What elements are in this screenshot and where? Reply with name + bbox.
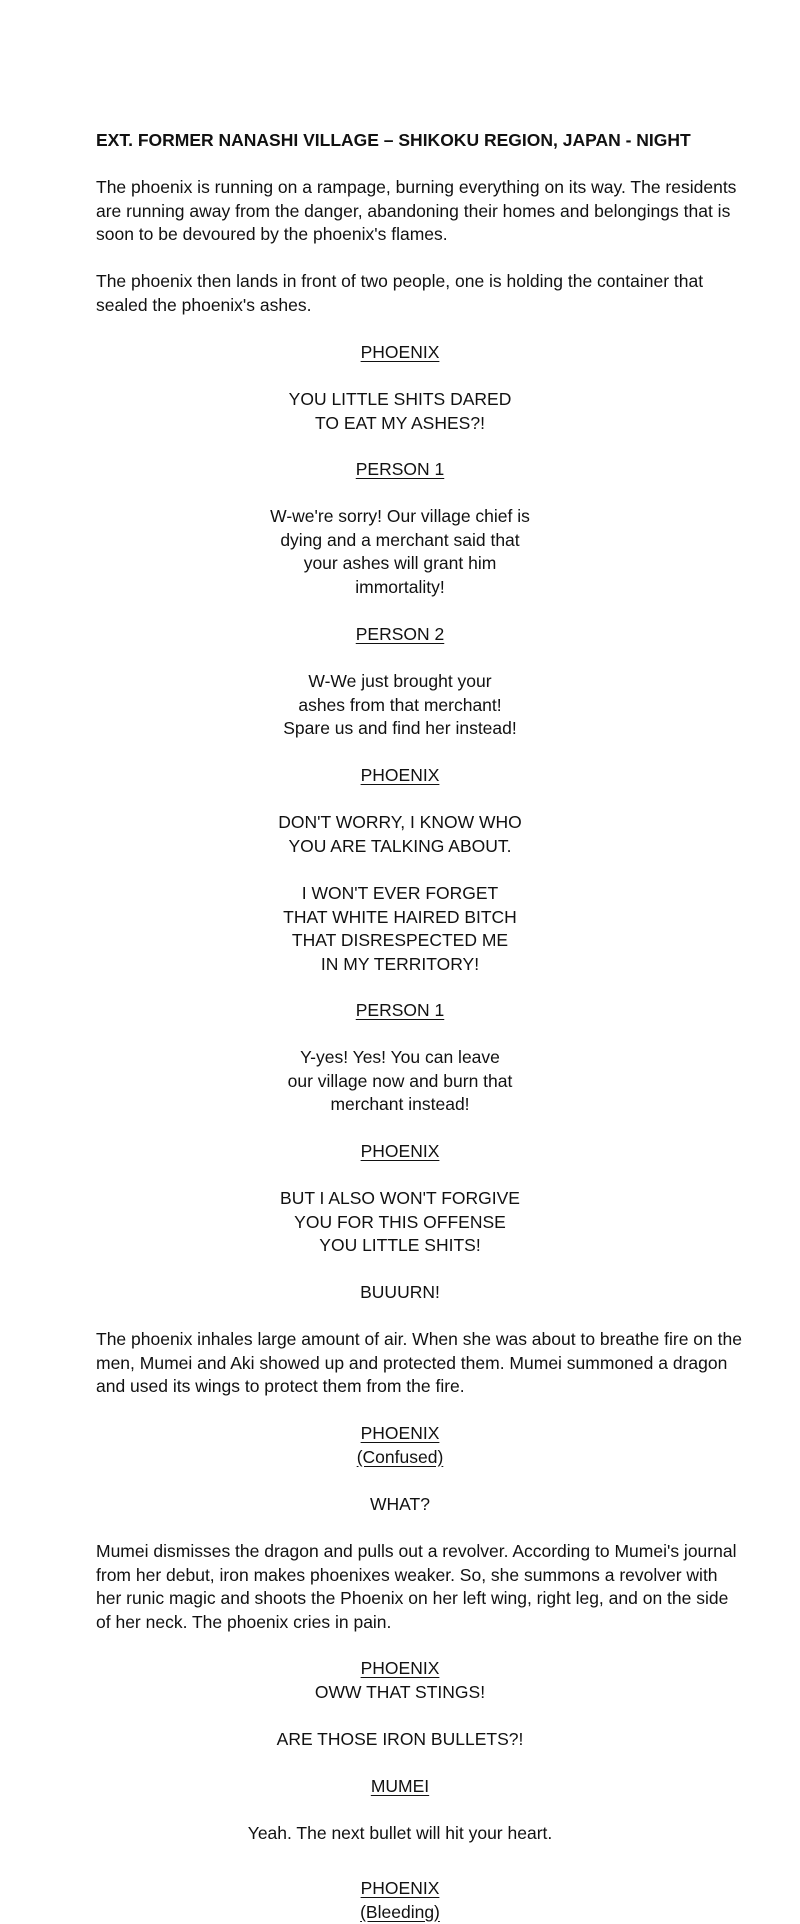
dialogue-line: immortality! (0, 576, 800, 600)
action-line: her runic magic and shoots the Phoenix on her left wing, right leg, and on the side (96, 1587, 728, 1611)
action-line: The phoenix is running on a rampage, burning everything on its way. The residents (96, 176, 736, 200)
dialogue-line: our village now and burn that (0, 1070, 800, 1094)
dialogue-line: YOU LITTLE SHITS! (0, 1234, 800, 1258)
character-name: PERSON 1 (0, 999, 800, 1023)
character-name: PHOENIX (0, 1877, 800, 1901)
dialogue-line: your ashes will grant him (0, 552, 800, 576)
dialogue-line: merchant instead! (0, 1093, 800, 1117)
dialogue-line: OWW THAT STINGS! (0, 1681, 800, 1705)
character-name: PHOENIX (0, 1140, 800, 1164)
character-name: PHOENIX (0, 764, 800, 788)
dialogue-line: Yeah. The next bullet will hit your heart. (0, 1822, 800, 1846)
character-name: PERSON 1 (0, 458, 800, 482)
dialogue-line: THAT DISRESPECTED ME (0, 929, 800, 953)
dialogue-line: IN MY TERRITORY! (0, 953, 800, 977)
dialogue-line: dying and a merchant said that (0, 529, 800, 553)
character-name: MUMEI (0, 1775, 800, 1799)
character-name: PHOENIX (0, 1422, 800, 1446)
action-line: sealed the phoenix's ashes. (96, 294, 311, 318)
dialogue-line: BUT I ALSO WON'T FORGIVE (0, 1187, 800, 1211)
action-line: are running away from the danger, abandoning their homes and belongings that is (96, 200, 730, 224)
character-name: PERSON 2 (0, 623, 800, 647)
dialogue-line: BUUURN! (0, 1281, 800, 1305)
dialogue-line: I WON'T EVER FORGET (0, 882, 800, 906)
dialogue-line: YOU FOR THIS OFFENSE (0, 1211, 800, 1235)
character-name: PHOENIX (0, 341, 800, 365)
parenthetical: (Confused) (0, 1446, 800, 1470)
action-line: from her debut, iron makes phoenixes weaker. So, she summons a revolver with (96, 1564, 718, 1588)
dialogue-line: WHAT? (0, 1493, 800, 1517)
action-line: of her neck. The phoenix cries in pain. (96, 1611, 391, 1635)
action-line: Mumei dismisses the dragon and pulls out a revolver. According to Mumei's journal (96, 1540, 736, 1564)
action-line: The phoenix then lands in front of two people, one is holding the container that (96, 270, 703, 294)
dialogue-line: Y-yes! Yes! You can leave (0, 1046, 800, 1070)
dialogue-line: YOU ARE TALKING ABOUT. (0, 835, 800, 859)
dialogue-line: Spare us and find her instead! (0, 717, 800, 741)
dialogue-line: ashes from that merchant! (0, 694, 800, 718)
dialogue-line: THAT WHITE HAIRED BITCH (0, 906, 800, 930)
dialogue-line: ARE THOSE IRON BULLETS?! (0, 1728, 800, 1752)
action-line: men, Mumei and Aki showed up and protected them. Mumei summoned a dragon (96, 1352, 727, 1376)
dialogue-line: YOU LITTLE SHITS DARED (0, 388, 800, 412)
character-name: PHOENIX (0, 1657, 800, 1681)
parenthetical: (Bleeding) (0, 1901, 800, 1924)
dialogue-line: DON'T WORRY, I KNOW WHO (0, 811, 800, 835)
action-line: soon to be devoured by the phoenix's flames. (96, 223, 448, 247)
dialogue-line: TO EAT MY ASHES?! (0, 412, 800, 436)
action-line: The phoenix inhales large amount of air. When she was about to breathe fire on the (96, 1328, 742, 1352)
dialogue-line: W-We just brought your (0, 670, 800, 694)
dialogue-line: W-we're sorry! Our village chief is (0, 505, 800, 529)
scene-heading: EXT. FORMER NANASHI VILLAGE – SHIKOKU REGION, JAPAN - NIGHT (96, 129, 691, 153)
action-line: and used its wings to protect them from the fire. (96, 1375, 465, 1399)
